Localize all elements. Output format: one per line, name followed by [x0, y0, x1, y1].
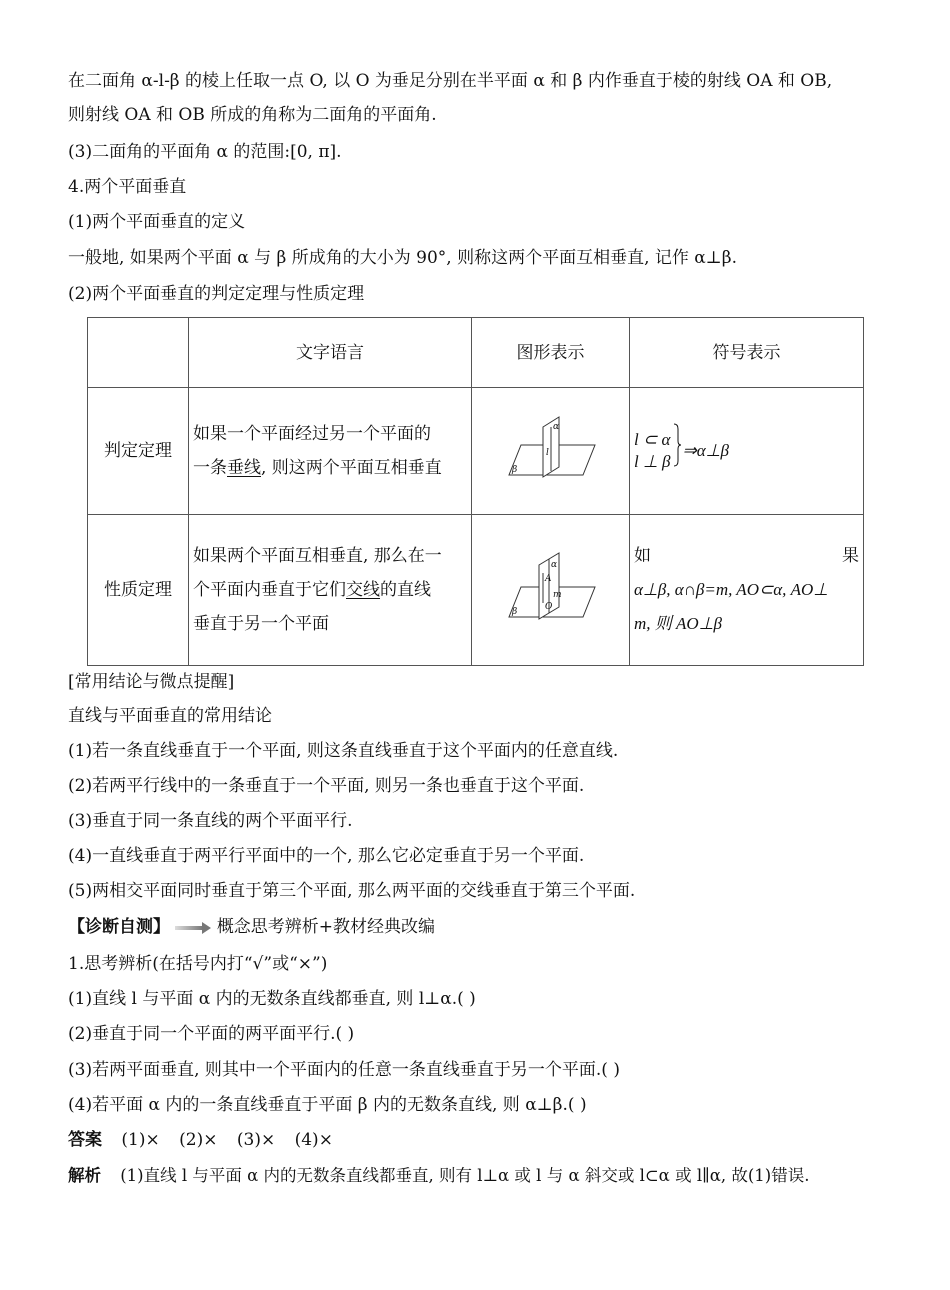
- analysis-label: 解析: [68, 1166, 101, 1185]
- diagnosis-header: [68, 914, 890, 940]
- row-name: 判定定理: [88, 388, 189, 515]
- answer-label: 答案: [68, 1130, 102, 1150]
- conclusions-header: [常用结论与微点提醒]: [68, 672, 235, 692]
- arrow-right-icon: [175, 922, 211, 934]
- diagnosis-label: 【诊断自测】: [68, 917, 170, 937]
- text-line: 个平面内垂直于它们交线的直线: [193, 580, 431, 600]
- text-line: 如果一个平面经过另一个平面的: [193, 424, 431, 444]
- question-item: (4)若平面 α 内的一条直线垂直于平面 β 内的无数条直线, 则 α⊥β.( ): [68, 1095, 587, 1115]
- symbol-line: α⊥β, α∩β=m, AO⊂α, AO⊥: [634, 580, 829, 599]
- section-4-title: 4.两个平面垂直: [68, 177, 187, 197]
- row-figure: [472, 388, 630, 515]
- perpendicular-planes-property-diagram: [503, 551, 599, 629]
- conclusion-item: (1)若一条直线垂直于一个平面, 则这条直线垂直于这个平面内的任意直线.: [68, 741, 619, 761]
- answer-item: (3)×: [236, 1130, 276, 1150]
- header-cell-symbol: 符号表示: [630, 318, 864, 388]
- answer-line: [68, 1127, 890, 1153]
- definition-title: (1)两个平面垂直的定义: [68, 212, 246, 232]
- question-item: (2)垂直于同一个平面的两平面平行.( ): [68, 1024, 355, 1044]
- question-title: 1.思考辨析(在括号内打“√”或“×”): [68, 954, 328, 974]
- answer-item: (2)×: [179, 1130, 218, 1150]
- symbol-line: 如 果: [634, 546, 859, 565]
- symbol-result: ⇒α⊥β: [682, 441, 729, 460]
- row-text: [189, 515, 472, 666]
- diagram-label-O: O: [544, 602, 552, 612]
- symbol-conditions: l ⊂ α l ⊥ β: [634, 430, 671, 471]
- analysis-line: [68, 1163, 890, 1189]
- table-row-criterion: [88, 388, 864, 515]
- text-line: 如果两个平面互相垂直, 那么在一: [193, 546, 442, 566]
- diagram-label-alpha: α: [550, 560, 557, 570]
- right-brace-icon: [671, 423, 683, 479]
- header-cell-text: 文字语言: [189, 318, 472, 388]
- row-symbol: [630, 388, 864, 515]
- diagram-label-beta: β: [511, 607, 517, 617]
- header-cell-figure: 图形表示: [472, 318, 630, 388]
- diagram-label-beta: β: [511, 465, 517, 475]
- row-symbol: [630, 515, 864, 666]
- item-3: (3)二面角的平面角 α 的范围:[0, π].: [68, 142, 342, 162]
- theorem-title: (2)两个平面垂直的判定定理与性质定理: [68, 284, 365, 304]
- diagram-label-A: A: [544, 574, 551, 584]
- question-item: (3)若两平面垂直, 则其中一个平面内的任意一条直线垂直于另一个平面.( ): [68, 1060, 620, 1080]
- symbol-line: m, 则 AO⊥β: [634, 614, 722, 633]
- intro-line-1: 在二面角 α-l-β 的棱上任取一点 O, 以 O 为垂足分别在半平面 α 和 β 内作垂直于棱的射线 OA 和 OB,: [68, 71, 833, 91]
- diagram-label-m: m: [552, 590, 562, 600]
- conclusions-title: 直线与平面垂直的常用结论: [68, 706, 272, 726]
- text-line: 一条垂线, 则这两个平面互相垂直: [193, 458, 442, 478]
- row-name: 性质定理: [88, 515, 189, 666]
- answer-item: (1)×: [121, 1130, 160, 1150]
- diagram-label-alpha: α: [552, 422, 559, 432]
- conclusion-item: (4)一直线垂直于两平行平面中的一个, 那么它必定垂直于另一个平面.: [68, 846, 585, 866]
- table-row-property: [88, 515, 864, 666]
- symbol-block: [634, 423, 729, 479]
- theorem-table: [87, 317, 864, 666]
- text-line: 垂直于另一个平面: [193, 614, 329, 634]
- answer-item: (4)×: [294, 1130, 333, 1150]
- diagram-label-l: l: [545, 448, 549, 458]
- definition-text: 一般地, 如果两个平面 α 与 β 所成角的大小为 90°, 则称这两个平面互相垂直, 记作 α⊥β.: [68, 248, 737, 268]
- row-text: [189, 388, 472, 515]
- perpendicular-planes-diagram: [503, 415, 599, 487]
- diagnosis-subtitle: 概念思考辨析+教材经典改编: [216, 917, 436, 937]
- intro-line-2: 则射线 OA 和 OB 所成的角称为二面角的平面角.: [68, 105, 437, 125]
- conclusion-item: (2)若两平行线中的一条垂直于一个平面, 则另一条也垂直于这个平面.: [68, 776, 585, 796]
- analysis-text: (1)直线 l 与平面 α 内的无数条直线都垂直, 则有 l⊥α 或 l 与 α 斜交或 l⊂α 或 l∥α, 故(1)错误.: [120, 1166, 810, 1185]
- row-figure: [472, 515, 630, 666]
- conclusion-item: (5)两相交平面同时垂直于第三个平面, 那么两平面的交线垂直于第三个平面.: [68, 881, 636, 901]
- header-cell-blank: [88, 318, 189, 388]
- question-item: (1)直线 l 与平面 α 内的无数条直线都垂直, 则 l⊥α.( ): [68, 989, 476, 1009]
- table-header-row: [88, 318, 864, 388]
- conclusion-item: (3)垂直于同一条直线的两个平面平行.: [68, 811, 353, 831]
